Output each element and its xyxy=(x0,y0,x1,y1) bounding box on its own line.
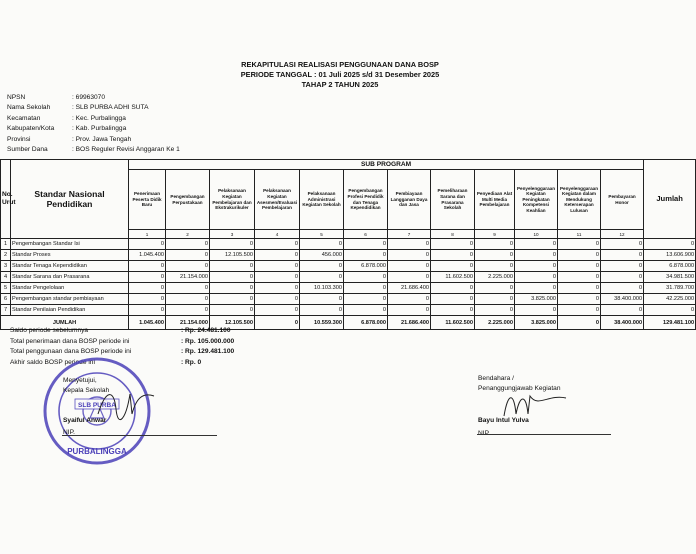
column-number: 9 xyxy=(475,230,515,239)
row-value: 0 xyxy=(388,294,431,305)
row-value: 3.825.000 xyxy=(515,294,558,305)
row-value: 0 xyxy=(255,272,300,283)
table-row xyxy=(1,239,696,250)
row-value: 0 xyxy=(166,283,210,294)
row-value: 0 xyxy=(300,305,344,316)
row-value: 0 xyxy=(255,239,300,250)
row-total: 0 xyxy=(644,239,696,250)
row-value: 0 xyxy=(558,239,601,250)
row-name: Standar Sarana dan Prasarana xyxy=(11,272,129,283)
column-header: Penyelenggaraan Kegiatan Peningkatan Kompetensi Keahlian xyxy=(515,170,558,230)
school-info xyxy=(7,93,180,155)
column-header: Pemeliharaan Sarana dan Prasarana Sekolah xyxy=(431,170,475,230)
column-number: 3 xyxy=(210,230,255,239)
row-value: 0 xyxy=(129,294,166,305)
row-value: 21.686.400 xyxy=(388,283,431,294)
column-number: 10 xyxy=(515,230,558,239)
table-row xyxy=(1,261,696,272)
row-name: Standar Tenaga Kependidikan xyxy=(11,261,129,272)
treasurer-signature: Bendahara / Penanggungjawab Kegiatan Bayu Intul Yulva NIP. xyxy=(478,375,561,437)
row-value: 0 xyxy=(344,283,388,294)
column-header: Pelaksanaan Kegiatan Pembelajaran dan Ekstrakurikuler xyxy=(210,170,255,230)
row-value: 0 xyxy=(601,250,644,261)
row-value: 0 xyxy=(210,283,255,294)
column-header: Pembiayaan Langganan Daya dan Jasa xyxy=(388,170,431,230)
total-label: JUMLAH xyxy=(1,316,129,330)
row-value: 0 xyxy=(431,294,475,305)
row-total: 6.878.000 xyxy=(644,261,696,272)
treasurer-signature-mark xyxy=(500,388,568,424)
row-total: 0 xyxy=(644,305,696,316)
row-value: 0 xyxy=(515,239,558,250)
total-value: 2.225.000 xyxy=(475,316,515,330)
stamp-text-bottom: PURBALINGGA xyxy=(67,447,127,456)
row-value: 0 xyxy=(558,250,601,261)
stamp-text-top: SLB PURBA xyxy=(78,402,116,409)
row-value: 0 xyxy=(515,283,558,294)
row-name: Standar Penilaian Pendidikan xyxy=(11,305,129,316)
column-header: Penyelenggaraan Kegiatan dalam Mendukung Keterserapan Lulusan xyxy=(558,170,601,230)
row-value: 0 xyxy=(129,305,166,316)
row-value: 0 xyxy=(129,283,166,294)
info-row: Sumber Dana : BOS Reguler Revisi Anggaran Ke 1 xyxy=(7,146,180,154)
info-row: Provinsi : Prov. Jawa Tengah xyxy=(7,135,132,143)
column-number: 11 xyxy=(558,230,601,239)
row-name: Pengembangan Standar Isi xyxy=(11,239,129,250)
row-value: 0 xyxy=(601,272,644,283)
row-number: 3 xyxy=(1,261,11,272)
row-value: 0 xyxy=(475,294,515,305)
row-value: 0 xyxy=(558,272,601,283)
column-header: Pelaksanaan Administrasi Kegiatan Sekolah xyxy=(300,170,344,230)
row-value: 1.045.400 xyxy=(129,250,166,261)
column-number: 6 xyxy=(344,230,388,239)
row-number: 7 xyxy=(1,305,11,316)
row-value: 0 xyxy=(344,305,388,316)
principal-signature: Menyetujui, Kepala Sekolah Syaiful Anwar NIP. xyxy=(63,377,110,436)
name-header: Standar Nasional Pendidikan xyxy=(11,160,129,239)
row-value: 0 xyxy=(166,250,210,261)
row-value: 0 xyxy=(601,305,644,316)
row-name: Standar Pengelolaan xyxy=(11,283,129,294)
table-row xyxy=(1,294,696,305)
total-value: 11.602.500 xyxy=(431,316,475,330)
column-number: 5 xyxy=(300,230,344,239)
row-value: 0 xyxy=(166,239,210,250)
row-total: 42.225.000 xyxy=(644,294,696,305)
treasurer-name: Bayu Intul Yulva xyxy=(478,417,529,424)
row-number: 1 xyxy=(1,239,11,250)
row-value: 0 xyxy=(475,239,515,250)
row-name: Standar Proses xyxy=(11,250,129,261)
summary-row: Total penggunaan dana BOSP periode ini : Rp. 129.481.100 xyxy=(10,348,235,355)
row-value: 0 xyxy=(344,239,388,250)
principal-name: Syaiful Anwar xyxy=(63,417,107,424)
summary-row: Akhir saldo BOSP periode ini : Rp. 0 xyxy=(10,358,202,366)
row-value: 0 xyxy=(255,283,300,294)
column-header: Pengembangan Perpustakaan xyxy=(166,170,210,230)
column-number: 8 xyxy=(431,230,475,239)
row-value: 0 xyxy=(166,261,210,272)
info-row: Kecamatan : Kec. Purbalingga xyxy=(7,114,126,122)
total-header: Jumlah xyxy=(644,160,696,239)
total-value: 12.105.500 xyxy=(210,316,255,330)
row-value: 0 xyxy=(255,261,300,272)
row-value: 0 xyxy=(475,283,515,294)
treasurer-nip: NIP. xyxy=(478,430,490,437)
row-value: 0 xyxy=(129,261,166,272)
column-header: Penyediaan Alat Multi Media Pembelajaran xyxy=(475,170,515,230)
row-value: 0 xyxy=(344,294,388,305)
principal-signature-mark xyxy=(96,384,156,424)
row-total: 13.606.900 xyxy=(644,250,696,261)
row-name: Pengembangan standar pembiayaan xyxy=(11,294,129,305)
column-number: 12 xyxy=(601,230,644,239)
row-value: 0 xyxy=(558,305,601,316)
row-value: 0 xyxy=(300,294,344,305)
total-value: 21.686.400 xyxy=(388,316,431,330)
row-value: 456.000 xyxy=(300,250,344,261)
column-number: 4 xyxy=(255,230,300,239)
info-row: Nama Sekolah : SLB PURBA ADHI SUTA xyxy=(7,104,149,112)
total-value: 38.400.000 xyxy=(601,316,644,330)
row-value: 0 xyxy=(558,294,601,305)
row-value: 0 xyxy=(388,305,431,316)
row-value: 0 xyxy=(210,239,255,250)
row-value: 0 xyxy=(558,283,601,294)
no-header: No. Urut xyxy=(1,160,11,239)
info-row: NPSN : 69963070 xyxy=(7,94,106,101)
row-value: 2.225.000 xyxy=(475,272,515,283)
row-number: 4 xyxy=(1,272,11,283)
row-value: 0 xyxy=(129,239,166,250)
row-number: 5 xyxy=(1,283,11,294)
column-number: 1 xyxy=(129,230,166,239)
recap-table xyxy=(0,159,696,330)
row-value: 38.400.000 xyxy=(601,294,644,305)
column-header: Pengembangan Profesi Pendidik dan Tenaga Kependidikan xyxy=(344,170,388,230)
row-value: 0 xyxy=(431,250,475,261)
table-row xyxy=(1,283,696,294)
row-value: 21.154.000 xyxy=(166,272,210,283)
row-value: 0 xyxy=(300,272,344,283)
column-header: Pembayaran Honor xyxy=(601,170,644,230)
row-number: 2 xyxy=(1,250,11,261)
row-value: 0 xyxy=(129,272,166,283)
column-header: Penerimaan Peserta Didik Baru xyxy=(129,170,166,230)
total-value: 0 xyxy=(255,316,300,330)
row-value: 0 xyxy=(210,261,255,272)
total-value: 0 xyxy=(558,316,601,330)
total-value: 21.154.000 xyxy=(166,316,210,330)
row-value: 0 xyxy=(601,239,644,250)
row-value: 10.103.300 xyxy=(300,283,344,294)
row-number: 6 xyxy=(1,294,11,305)
summary-row: Saldo periode sebelumnya : Rp. 24.481.100 xyxy=(10,327,231,334)
row-total: 31.789.700 xyxy=(644,283,696,294)
row-value: 0 xyxy=(515,250,558,261)
row-value: 0 xyxy=(344,272,388,283)
row-value: 0 xyxy=(255,250,300,261)
sub-program-header: SUB PROGRAM xyxy=(129,160,644,170)
row-value: 0 xyxy=(255,305,300,316)
table-row xyxy=(1,272,696,283)
row-value: 0 xyxy=(475,305,515,316)
treasurer-line xyxy=(477,434,611,435)
row-value: 0 xyxy=(431,305,475,316)
row-value: 0 xyxy=(166,305,210,316)
row-value: 0 xyxy=(388,261,431,272)
row-total: 34.981.500 xyxy=(644,272,696,283)
summary-row: Total penerimaan dana BOSP periode ini : Rp. 105.000.000 xyxy=(10,337,235,345)
row-value: 0 xyxy=(601,261,644,272)
row-value: 0 xyxy=(388,239,431,250)
row-value: 0 xyxy=(344,250,388,261)
row-value: 0 xyxy=(388,250,431,261)
column-header: Pelaksanaan Kegiatan Asesmen/Evaluasi Pembelajaran xyxy=(255,170,300,230)
row-value: 0 xyxy=(431,283,475,294)
column-number: 7 xyxy=(388,230,431,239)
row-value: 0 xyxy=(475,250,515,261)
principal-line xyxy=(62,435,217,436)
row-value: 0 xyxy=(475,261,515,272)
row-value: 0 xyxy=(210,294,255,305)
row-value: 0 xyxy=(255,294,300,305)
total-value: 6.878.000 xyxy=(344,316,388,330)
row-value: 0 xyxy=(210,305,255,316)
principal-nip: NIP. xyxy=(63,429,75,436)
row-value: 6.878.000 xyxy=(344,261,388,272)
grand-total: 129.481.100 xyxy=(644,316,696,330)
row-value: 12.105.500 xyxy=(210,250,255,261)
total-value: 3.825.000 xyxy=(515,316,558,330)
report-title: REKAPITULASI REALISASI PENGGUNAAN DANA BOSP xyxy=(241,60,439,69)
row-value: 0 xyxy=(601,283,644,294)
row-value: 0 xyxy=(431,261,475,272)
row-value: 0 xyxy=(515,272,558,283)
row-value: 0 xyxy=(300,261,344,272)
row-value: 0 xyxy=(431,239,475,250)
total-value: 1.045.400 xyxy=(129,316,166,330)
row-value: 0 xyxy=(300,239,344,250)
row-value: 0 xyxy=(515,261,558,272)
total-value: 10.559.300 xyxy=(300,316,344,330)
row-value: 11.602.500 xyxy=(431,272,475,283)
row-value: 0 xyxy=(210,272,255,283)
report-stage: TAHAP 2 TAHUN 2025 xyxy=(301,80,379,89)
row-value: 0 xyxy=(388,272,431,283)
table-row xyxy=(1,305,696,316)
row-value: 0 xyxy=(558,261,601,272)
column-number: 2 xyxy=(166,230,210,239)
table-row xyxy=(1,250,696,261)
report-period: PERIODE TANGGAL : 01 Juli 2025 s/d 31 Desember 2025 xyxy=(240,70,440,79)
row-value: 0 xyxy=(166,294,210,305)
info-row: Kabupaten/Kota : Kab. Purbalingga xyxy=(7,125,127,133)
row-value: 0 xyxy=(515,305,558,316)
